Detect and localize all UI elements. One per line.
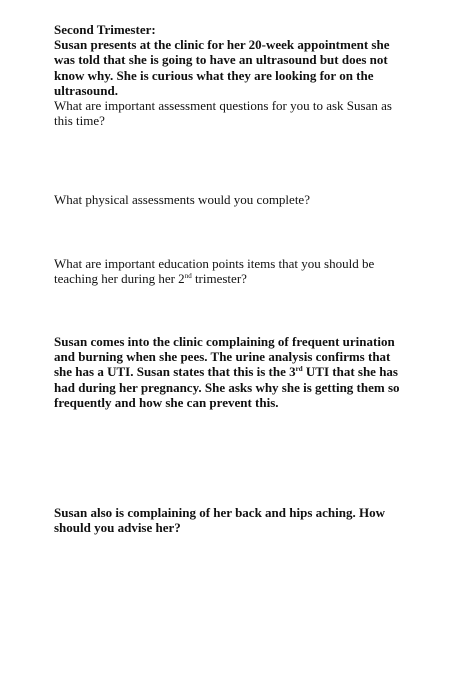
uti-scenario [54,334,404,410]
back-pain-section [54,505,404,535]
assessment-questions-prompt: What are important assessment questions for you to ask Susan as this time? [54,98,392,129]
education-points-prompt [54,256,404,286]
second-trimester-section [54,22,404,128]
uti-scenario-text-1: Susan comes into the clinic complaining of frequent urination and burning when she pees. The urine analysis confirms that she has a UTI. Susan states that this is the 3 [54,334,395,380]
ordinal-suffix: rd [295,365,303,374]
physical-assessment-prompt: What physical assessments would you complete? [54,192,310,207]
uti-scenario-text-2: UTI that she has had during her pregnancy. She asks why she is getting them so frequently and how she can prevent this. [54,364,400,410]
section-heading: Second Trimester: [54,22,156,37]
physical-assessment-section [54,192,404,207]
education-prompt-text-2: trimester? [191,271,247,287]
uti-section [54,334,404,410]
education-section [54,256,404,286]
back-pain-scenario: Susan also is complaining of her back and hips aching. How should you advise her? [54,505,385,536]
ordinal-suffix: nd [184,272,192,281]
ultrasound-scenario: Susan presents at the clinic for her 20-week appointment she was told that she is going to have an ultrasound but does not know why. She is curious what they are looking for on the ultrasound. [54,37,390,98]
education-prompt-text-1: What are important education points items that you should be teaching her during her 2 [54,256,375,287]
